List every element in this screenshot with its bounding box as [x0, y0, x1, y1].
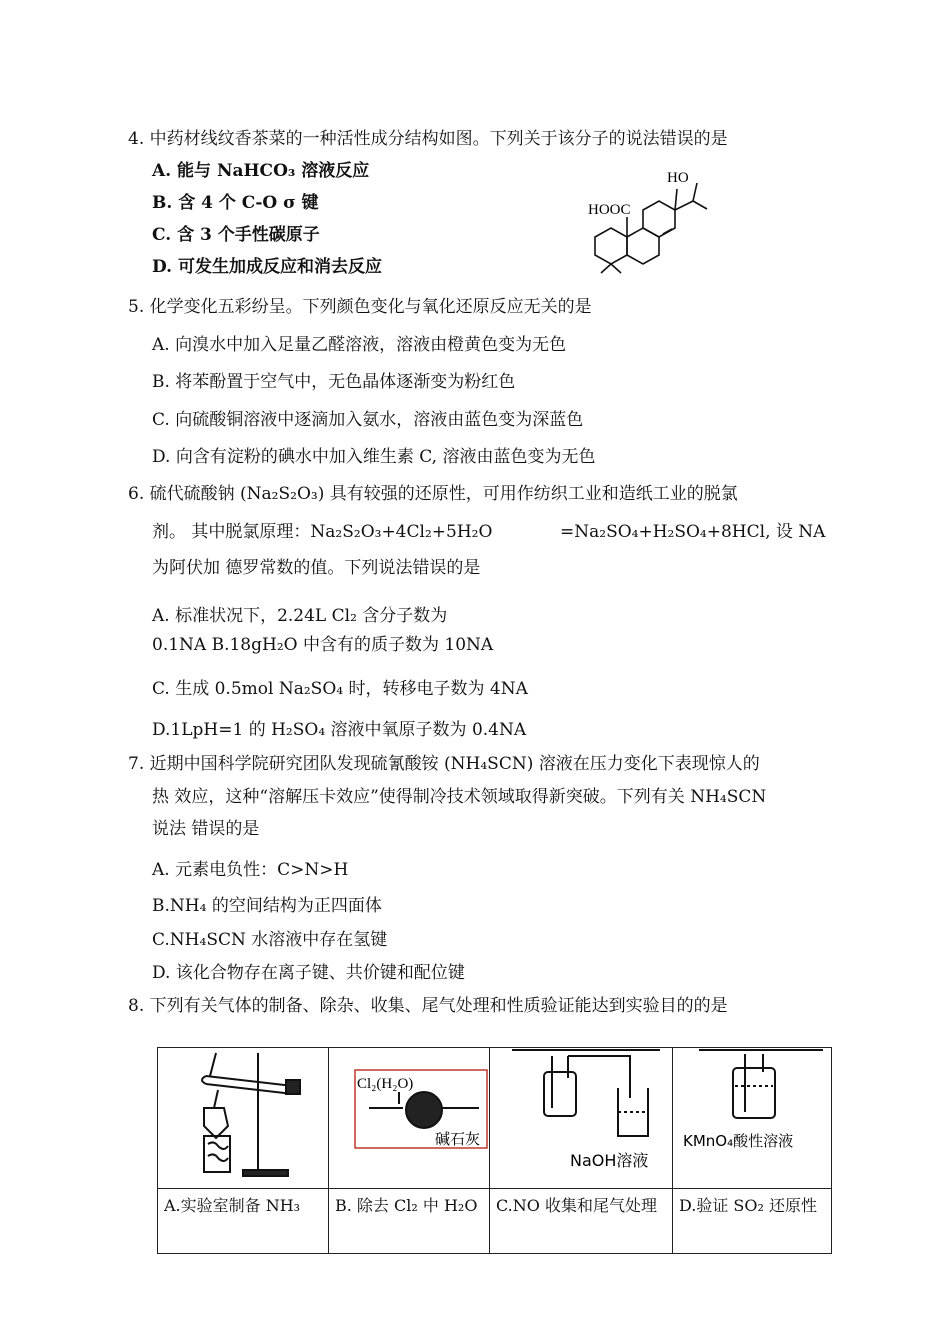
so2-test-apparatus-icon — [673, 1048, 831, 1188]
q6-stem-line2b: =Na₂SO₄+H₂SO₄+8HCl, 设 NA — [560, 522, 826, 542]
q4-option-c: C. 含 3 个手性碳原子 — [152, 225, 320, 245]
q4-stem: 4. 中药材线纹香茶菜的一种活性成分结构如图。下列关于该分子的说法错误的是 — [128, 129, 728, 149]
apparatus-a-cell — [158, 1048, 329, 1189]
apparatus-d-cell — [673, 1048, 832, 1189]
q4-option-d: D. 可发生加成反应和消去反应 — [152, 257, 382, 277]
q4-option-a: A. 能与 NaHCO₃ 溶液反应 — [152, 161, 370, 181]
q6-stem-line3: 为阿伏加 德罗常数的值。下列说法错误的是 — [152, 558, 481, 578]
q7-stem-line3: 说法 错误的是 — [152, 819, 260, 839]
img-b-gas-label: Cl₂(H₂O) — [357, 1076, 414, 1092]
q6-stem-line2a: 剂。 其中脱氯原理：Na₂S₂O₃+4Cl₂+5H₂O — [152, 522, 493, 542]
q7-stem-line1: 7. 近期中国科学院研究团队发现硫氰酸铵 (NH₄SCN) 溶液在压力变化下表现惊人的 — [128, 754, 760, 774]
q6-option-d: D.1LpH=1 的 H₂SO₄ 溶液中氧原子数为 0.4NA — [152, 720, 527, 740]
q5-option-d: D. 向含有淀粉的碘水中加入维生素 C, 溶液由蓝色变为无色 — [152, 447, 596, 467]
no-collection-apparatus-icon — [490, 1048, 672, 1188]
q7-option-a: A. 元素电负性：C>N>H — [152, 860, 349, 880]
caption-a: A.实验室制备 NH₃ — [158, 1189, 329, 1254]
q5-option-c: C. 向硫酸铜溶液中逐滴加入氨水，溶液由蓝色变为深蓝色 — [152, 410, 584, 430]
q7-stem-line2: 热 效应，这种“溶解压卡效应”使得制冷技术领域取得新突破。下列有关 NH₄SCN — [152, 787, 767, 807]
q5-option-a: A. 向溴水中加入足量乙醛溶液，溶液由橙黄色变为无色 — [152, 335, 567, 355]
caption-c: C.NO 收集和尾气处理 — [490, 1189, 673, 1254]
q7-option-c: C.NH₄SCN 水溶液中存在氢键 — [152, 930, 388, 950]
mol-cooh-label: HOOC — [588, 202, 631, 218]
chlorine-drying-tube-icon — [329, 1048, 489, 1188]
q5-option-b: B. 将苯酚置于空气中，无色晶体逐渐变为粉红色 — [152, 372, 516, 392]
q8-stem: 8. 下列有关气体的制备、除杂、收集、尾气处理和性质验证能达到实验目的的是 — [128, 996, 728, 1016]
molecule-structure — [585, 165, 735, 277]
img-b-solid-label: 碱石灰 — [435, 1130, 481, 1148]
q6-option-c: C. 生成 0.5mol Na₂SO₄ 时，转移电子数为 4NA — [152, 679, 528, 699]
apparatus-c-cell — [490, 1048, 673, 1189]
apparatus-b-cell — [329, 1048, 490, 1189]
q6-stem-line1: 6. 硫代硫酸钠 (Na₂S₂O₃) 具有较强的还原性，可用作纺织工业和造纸工业的脱氯 — [128, 484, 738, 504]
caption-b: B. 除去 Cl₂ 中 H₂O — [329, 1189, 490, 1254]
q6-option-a: A. 标准状况下，2.24L Cl₂ 含分子数为 — [152, 606, 448, 626]
q4-option-b: B. 含 4 个 C-O σ 键 — [152, 193, 319, 213]
img-d-solution-label: KMnO₄酸性溶液 — [683, 1132, 794, 1150]
q7-option-b: B.NH₄ 的空间结构为正四面体 — [152, 896, 382, 916]
q6-option-a-b: 0.1NA B.18gH₂O 中含有的质子数为 10NA — [152, 635, 494, 655]
img-c-solution-label: NaOH溶液 — [570, 1151, 649, 1170]
q5-stem: 5. 化学变化五彩纷呈。下列颜色变化与氧化还原反应无关的是 — [128, 297, 592, 317]
apparatus-table — [157, 1047, 832, 1254]
q7-option-d: D. 该化合物存在离子键、共价键和配位键 — [152, 963, 465, 983]
ammonia-heating-apparatus-icon — [158, 1048, 328, 1188]
caption-d: D.验证 SO₂ 还原性 — [673, 1189, 832, 1254]
mol-ho-label: HO — [667, 170, 689, 186]
